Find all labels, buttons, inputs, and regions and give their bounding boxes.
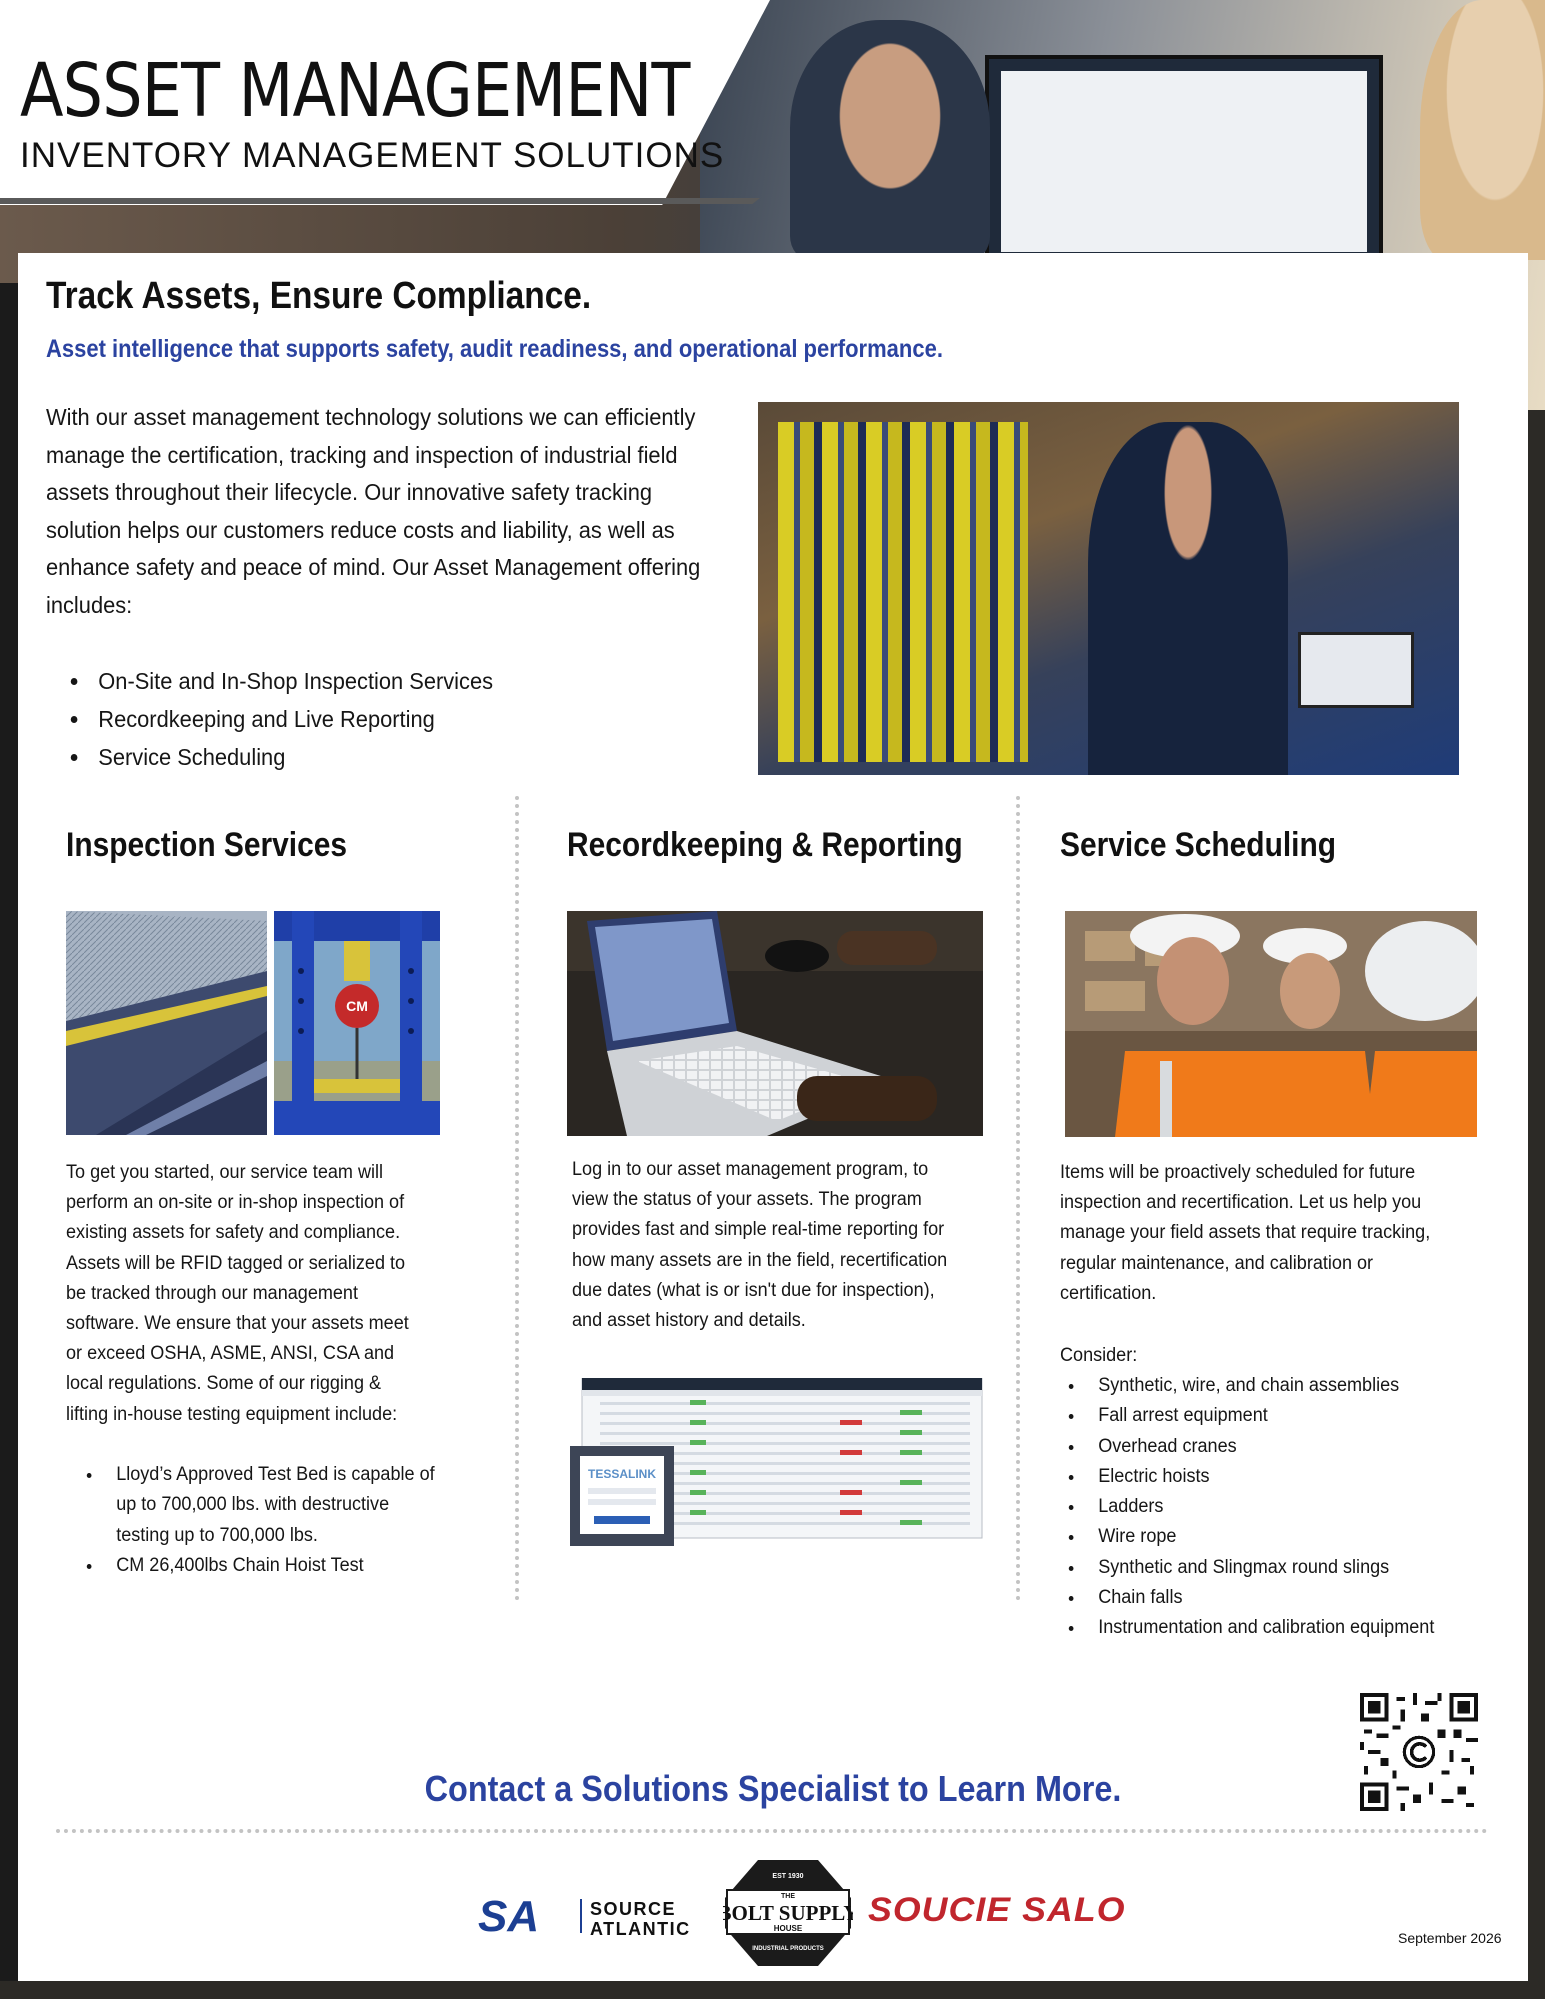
chain-hoist-photo (274, 911, 440, 1135)
bolt-est: EST 1930 (772, 1873, 804, 1880)
cm-brand-label: CM (346, 998, 368, 1014)
hero-photo-technician (790, 20, 990, 260)
list-item: • Recordkeeping and Live Reporting (91, 700, 493, 738)
recordkeeping-body: Log in to our asset management program, to view the status of your assets. The program provides fast and simple real-time reporting for how many assets are in the field, recertification due dates (what is or isn't due for inspection), and asset history and details. (572, 1159, 948, 1332)
footer-divider (56, 1829, 1488, 1833)
scheduling-body: Items will be proactively scheduled for future inspection and recertification. Let us help you manage your field assets that require tracking, regular maintenance, and calibration or certification. (1060, 1162, 1431, 1304)
column-divider (1016, 796, 1020, 1601)
laptop-photo (567, 911, 983, 1136)
content-card (18, 253, 1528, 1981)
harness-straps (778, 422, 1028, 762)
column-divider (515, 796, 519, 1601)
source-atlantic-logo (478, 1891, 718, 1946)
publication-date: September 2026 (1398, 1930, 1502, 1946)
list-item: • Wire rope (1085, 1522, 1475, 1552)
software-screenshot (570, 1378, 984, 1548)
bolt-house: HOUSE (773, 1924, 803, 1933)
contact-cta: Contact a Solutions Specialist to Learn More. (424, 1768, 1122, 1809)
title-underline (0, 198, 760, 204)
section-tagline: Asset intelligence that supports safety, audit readiness, and operational performance. (46, 335, 943, 363)
bolt-the: THE (781, 1893, 795, 1900)
consider-label: Consider: (1060, 1345, 1138, 1366)
bolt-name: BOLT SUPPLY (723, 1901, 853, 1925)
section-heading: Track Assets, Ensure Compliance. (46, 275, 592, 317)
list-item: • Overhead cranes (1085, 1432, 1475, 1462)
list-item: • CM 26,400lbs Chain Hoist Test (103, 1551, 445, 1581)
inspection-body: To get you started, our service team will perform an on-site or in-shop inspection of existing assets for safety and compliance. Assets will be RFID tagged or serialized to be tracked through our management software. We ensure that your assets meet or exceed OSHA, ASME, ANSI, CSA and local regulations. Some of our rigging & lifting in-house testing equipment include: (66, 1162, 409, 1425)
list-item: • Synthetic and Slingmax round slings (1085, 1553, 1475, 1583)
inspection-heading: Inspection Services (66, 826, 348, 864)
list-item: • Ladders (1085, 1492, 1475, 1522)
frame-edge (0, 283, 18, 1981)
offering-list (66, 662, 493, 776)
list-item: • Service Scheduling (91, 738, 493, 776)
bolt-supply-logo (723, 1858, 853, 1973)
list-item: • Fall arrest equipment (1085, 1401, 1475, 1431)
worker-figure (1088, 422, 1288, 775)
laptop-figure (1298, 632, 1414, 708)
sa-line1: SOURCE (590, 1899, 677, 1919)
soucie-salo-logo: SOUCIE SALO (868, 1891, 1126, 1929)
list-item: • Instrumentation and calibration equipment (1085, 1613, 1475, 1643)
bolt-bottom: INDUSTRIAL PRODUCTS (752, 1946, 824, 1952)
page-subtitle: INVENTORY MANAGEMENT SOLUTIONS (20, 136, 725, 175)
hero-photo-monitor (985, 55, 1383, 268)
scheduling-heading: Service Scheduling (1060, 826, 1337, 864)
tessalink-logo: TESSALINK (587, 1467, 657, 1481)
list-item: • Chain falls (1085, 1583, 1475, 1613)
list-item: • On-Site and In-Shop Inspection Services (91, 662, 493, 700)
sa-line2: ATLANTIC (590, 1919, 691, 1939)
sa-mark: SA (478, 1892, 540, 1941)
list-item: • Synthetic, wire, and chain assemblies (1085, 1371, 1475, 1401)
test-bed-photo (66, 911, 267, 1135)
list-item: • Lloyd’s Approved Test Bed is capable of up to 700,000 lbs. with destructive testing up to 700,000 lbs. (103, 1460, 445, 1551)
intro-paragraph: With our asset management technology solutions we can efficiently manage the certification, tracking and inspection of industrial field assets throughout their lifecycle. Our innovative safety tracking solution helps our customers reduce costs and liability, as well as enhance safety and peace of mind. Our Asset Management offering includes: (46, 404, 701, 618)
page-title: ASSET MANAGEMENT (20, 48, 690, 134)
warehouse-team-photo (1065, 911, 1477, 1137)
testing-equipment-list (82, 1460, 445, 1581)
hero-photo-colleague (1420, 0, 1545, 260)
asset-types-list (1064, 1371, 1474, 1644)
harness-inspection-photo (758, 402, 1459, 775)
list-item: • Electric hoists (1085, 1462, 1475, 1492)
recordkeeping-heading: Recordkeeping & Reporting (567, 826, 963, 864)
